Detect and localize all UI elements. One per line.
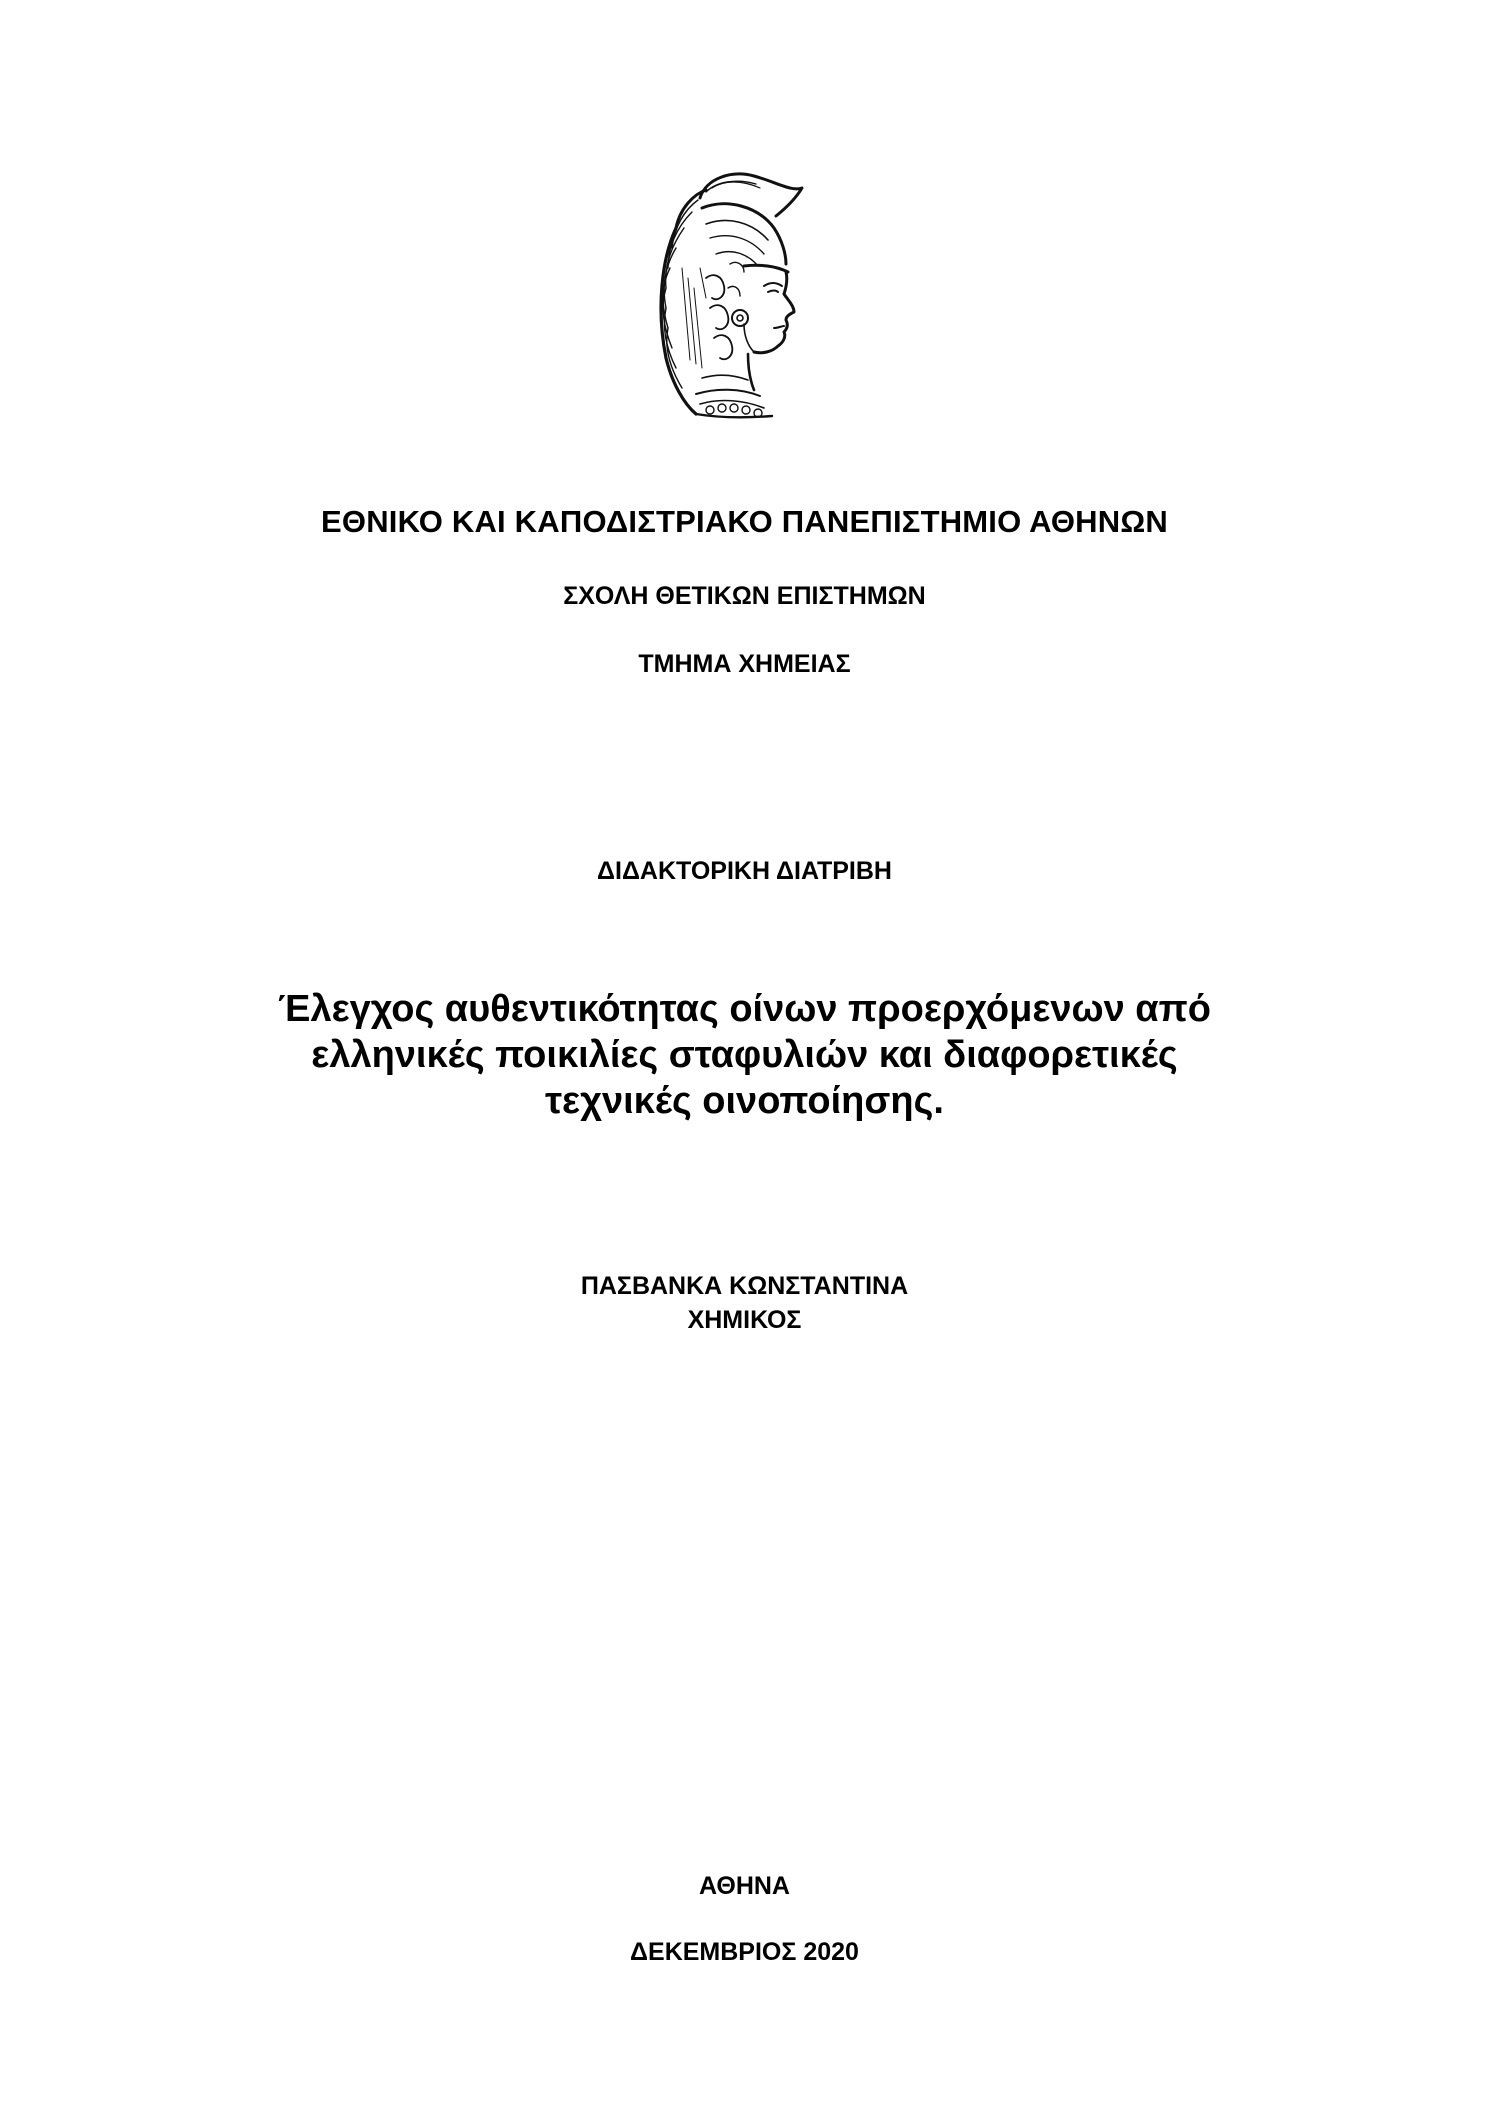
date: ΔΕΚΕΜΒΡΙΟΣ 2020 (630, 1938, 859, 1966)
thesis-title-line: ελληνικές ποικιλίες σταφυλιών και διαφορετικές (311, 1034, 1178, 1076)
department-name: ΤΜΗΜΑ ΧΗΜΕΙΑΣ (638, 650, 851, 678)
school-name: ΣΧΟΛΗ ΘΕΤΙΚΩΝ ΕΠΙΣΤΗΜΩΝ (563, 582, 926, 610)
city: ΑΘΗΝΑ (699, 1872, 790, 1900)
author-name: ΠΑΣΒΑΝΚΑ ΚΩΝΣΤΑΝΤΙΝΑ (580, 1272, 909, 1300)
athena-head-icon (636, 168, 816, 420)
author-profession: ΧΗΜΙΚΟΣ (687, 1306, 802, 1334)
document-type: ΔΙΔΑΚΤΟΡΙΚΗ ΔΙΑΤΡΙΒΗ (597, 857, 892, 885)
thesis-title-line: Έλεγχος αυθεντικότητας οίνων προερχόμενων από (278, 988, 1211, 1030)
thesis-title-line: τεχνικές οινοποίησης. (545, 1080, 944, 1122)
university-name: ΕΘΝΙΚΟ ΚΑΙ ΚΑΠΟΔΙΣΤΡΙΑΚΟ ΠΑΝΕΠΙΣΤΗΜΙΟ ΑΘΗΝΩΝ (321, 504, 1168, 539)
thesis-title (0, 986, 1489, 1124)
